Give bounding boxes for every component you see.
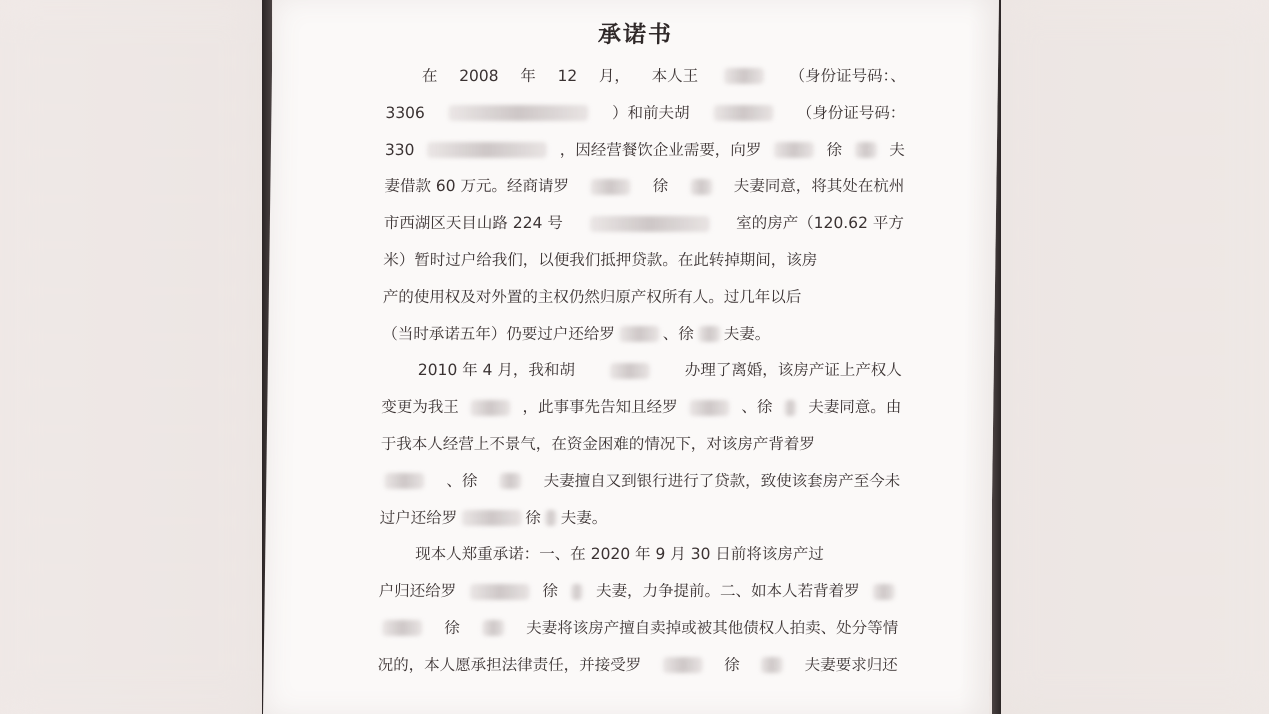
- document-body: [377, 58, 906, 684]
- document-title: 承诺书: [597, 21, 674, 48]
- text-fragment: ，此事事先告知且经罗: [522, 398, 678, 417]
- text-fragment: 夫妻擅自又到银行进行了贷款，致使该套房产至今未: [543, 471, 901, 490]
- text-line: [379, 536, 900, 573]
- redaction-blur: [469, 584, 529, 600]
- redaction-blur: [784, 400, 796, 416]
- text-fragment: 本人王: [651, 67, 699, 85]
- redaction-blur: [382, 620, 422, 636]
- text-line: [378, 573, 899, 610]
- text-fragment: 况的，本人愿承担法律责任，并接受罗: [377, 655, 642, 674]
- text-line: [381, 426, 902, 463]
- text-fragment: （身份证号码：: [796, 103, 906, 122]
- blurred-background-right: [1000, 0, 1269, 714]
- text-fragment: 夫: [889, 140, 906, 159]
- text-fragment: 在: [421, 67, 438, 85]
- redaction-blur: [384, 473, 424, 489]
- text-fragment: 室的房产（120.62 平方: [736, 214, 904, 233]
- text-line: [386, 58, 907, 95]
- redaction-blur: [461, 510, 521, 526]
- text-fragment: 月，: [598, 67, 631, 85]
- blurred-background-left: [0, 0, 262, 714]
- text-line: [379, 500, 900, 537]
- text-line: [384, 205, 905, 242]
- text-fragment: 夫妻，力争提前。二、如本人若背着罗: [595, 582, 860, 601]
- text-fragment: 徐: [652, 177, 669, 196]
- redaction-blur: [873, 584, 895, 600]
- redaction-blur: [724, 68, 764, 84]
- redaction-blur: [471, 400, 511, 416]
- text-line: [385, 95, 906, 132]
- redaction-blur: [774, 142, 814, 158]
- text-line: [384, 168, 905, 205]
- text-fragment: 2010 年 4 月，我和胡: [417, 361, 576, 380]
- redaction-blur: [690, 179, 712, 195]
- text-fragment: 徐: [525, 508, 541, 527]
- text-fragment: 、徐: [662, 324, 694, 343]
- redaction-blur: [855, 142, 877, 158]
- text-fragment: （身份证号码：、: [789, 67, 906, 85]
- text-fragment: 、徐: [741, 398, 773, 417]
- text-fragment: 夫妻要求归还: [804, 655, 898, 674]
- text-fragment: 3306: [385, 103, 425, 122]
- text-line: [383, 279, 904, 316]
- text-fragment: 夫妻。: [723, 324, 771, 343]
- text-fragment: 夫妻。: [560, 508, 608, 527]
- text-fragment: 户归还给罗: [378, 582, 457, 601]
- text-fragment: 变更为我王: [381, 398, 459, 417]
- text-fragment: 330: [384, 140, 415, 159]
- text-fragment: 办理了离婚，该房产证上产权人: [684, 361, 902, 380]
- text-line: [380, 463, 901, 500]
- redaction-blur: [545, 510, 557, 526]
- text-line: [378, 610, 899, 647]
- redaction-blur: [482, 620, 504, 636]
- text-fragment: 徐: [542, 582, 559, 601]
- text-fragment: 、徐: [446, 471, 478, 490]
- text-fragment: 现本人郑重承诺：一、在 2020 年 9 月 30 日前将该房产过: [415, 545, 824, 564]
- text-fragment: 夫妻同意。由: [808, 398, 902, 417]
- text-fragment: （当时承诺五年）仍要过户还给罗: [382, 324, 615, 343]
- text-fragment: 年: [520, 67, 536, 85]
- text-fragment: 市西湖区天目山路 224 号: [383, 214, 563, 233]
- text-fragment: ，因经营餐饮企业需要，向罗: [559, 140, 762, 159]
- document-paper: [263, 0, 999, 714]
- text-line: [385, 132, 906, 169]
- text-line: [383, 242, 904, 279]
- redaction-blur: [448, 105, 588, 121]
- text-fragment: 产的使用权及对外置的主权仍然归原产权所有人。过几年以后: [382, 287, 802, 306]
- text-fragment: 徐: [444, 618, 461, 637]
- text-line: [382, 316, 903, 353]
- redaction-blur: [663, 657, 703, 673]
- redaction-blur: [589, 216, 709, 232]
- redaction-blur: [619, 326, 659, 342]
- redaction-blur: [427, 142, 547, 158]
- text-fragment: 徐: [826, 140, 843, 159]
- redaction-blur: [591, 179, 631, 195]
- text-line: [377, 647, 898, 684]
- text-fragment: 妻借款 60 万元。经商请罗: [384, 177, 570, 196]
- text-fragment: ）和前夫胡: [611, 103, 690, 122]
- text-fragment: 米）暂时过户给我们，以便我们抵押贷款。在此转掉期间，该房: [383, 250, 818, 269]
- text-fragment: 于我本人经营上不景气，在资金困难的情况下，对该房产背着罗: [380, 434, 815, 453]
- text-line: [382, 352, 903, 389]
- redaction-blur: [499, 473, 521, 489]
- text-fragment: 夫妻将该房产擅自卖掉或被其他债权人拍卖、处分等情: [526, 618, 899, 637]
- text-fragment: 2008: [459, 67, 499, 85]
- redaction-blur: [689, 400, 729, 416]
- redaction-blur: [713, 105, 773, 121]
- redaction-blur: [698, 326, 720, 342]
- redaction-blur: [761, 657, 783, 673]
- text-line: [381, 389, 902, 426]
- text-fragment: 12: [557, 67, 578, 85]
- text-fragment: 过户还给罗: [379, 508, 458, 527]
- text-fragment: 夫妻同意，将其处在杭州: [733, 177, 905, 196]
- text-fragment: 徐: [724, 655, 740, 674]
- redaction-blur: [571, 584, 583, 600]
- redaction-blur: [610, 363, 650, 379]
